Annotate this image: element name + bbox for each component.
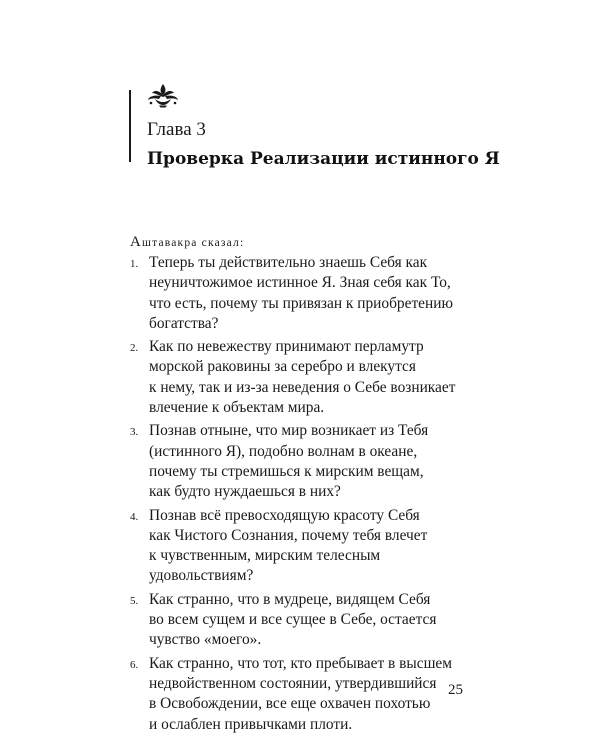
verse-item bbox=[130, 337, 470, 418]
verse-number: 6. bbox=[130, 658, 139, 671]
verse-line: Познав всё превосходящую красоту Себя bbox=[149, 506, 420, 524]
speaker-initial: А bbox=[130, 234, 143, 250]
verse-number: 1. bbox=[130, 258, 139, 270]
verse-line: удовольствиям? bbox=[149, 567, 254, 585]
verse-number: 3. bbox=[130, 426, 139, 439]
verse-number: 4. bbox=[130, 510, 139, 523]
verse-line: в Освобождении, все еще охвачен похотью bbox=[149, 695, 431, 713]
lotus-ornament-icon bbox=[147, 82, 179, 108]
verse-line: Как по невежеству принимают перламутр bbox=[149, 338, 424, 356]
verse-line: почему ты стремишься к мирским вещам, bbox=[149, 462, 424, 480]
verse-number: 2. bbox=[130, 342, 139, 355]
verse-line: Теперь ты действительно знаешь Себя как bbox=[149, 254, 428, 271]
verse-line: что есть, почему ты привязан к приобретению bbox=[149, 294, 453, 312]
verse-line: Как странно, что в мудреце, видящем Себя bbox=[149, 590, 431, 608]
verse-line: как Чистого Сознания, почему тебя влечет bbox=[149, 526, 428, 544]
verse-item bbox=[130, 506, 470, 587]
verse-number: 5. bbox=[130, 594, 139, 607]
verse-line: к нему, так и из-за неведения о Себе возникает bbox=[149, 378, 456, 396]
verse-line: морской раковины за серебро и влекутся bbox=[149, 358, 416, 376]
verse-line: во всем сущем и все сущее в Себе, остается bbox=[149, 611, 437, 629]
verse-line: как будто нуждаешься в них? bbox=[149, 483, 341, 501]
speaker-heading bbox=[130, 232, 244, 253]
verse-item bbox=[130, 421, 470, 502]
chapter-heading-rule bbox=[129, 90, 131, 162]
verse-line: чувство «моего». bbox=[149, 631, 262, 649]
verse-item bbox=[130, 654, 470, 735]
chapter-title: Проверка Реализации истинного Я bbox=[147, 149, 500, 169]
verse-line: богатства? bbox=[149, 314, 219, 332]
verse-line: неуничтожимое истинное Я. Зная себя как То, bbox=[149, 274, 451, 292]
page-number: 25 bbox=[448, 682, 463, 698]
verse-item bbox=[130, 253, 470, 334]
verse-line: Познав отныне, что мир возникает из Тебя bbox=[149, 422, 429, 440]
verse-item bbox=[130, 590, 470, 651]
verse-line: и ослаблен привычками плоти. bbox=[149, 715, 353, 733]
verse-line: недвойственном состоянии, утвердившийся bbox=[149, 674, 437, 692]
speaker-rest: штавакра сказал: bbox=[142, 237, 245, 249]
verse-line: Как странно, что тот, кто пребывает в высшем bbox=[149, 654, 452, 672]
verse-line: влечение к объектам мира. bbox=[149, 399, 325, 417]
chapter-label: Глава 3 bbox=[147, 119, 206, 140]
verse-list bbox=[130, 253, 470, 738]
verse-line: (истинного Я), подобно волнам в океане, bbox=[149, 442, 418, 460]
verse-line: к чувственным, мирским телесным bbox=[149, 547, 381, 565]
